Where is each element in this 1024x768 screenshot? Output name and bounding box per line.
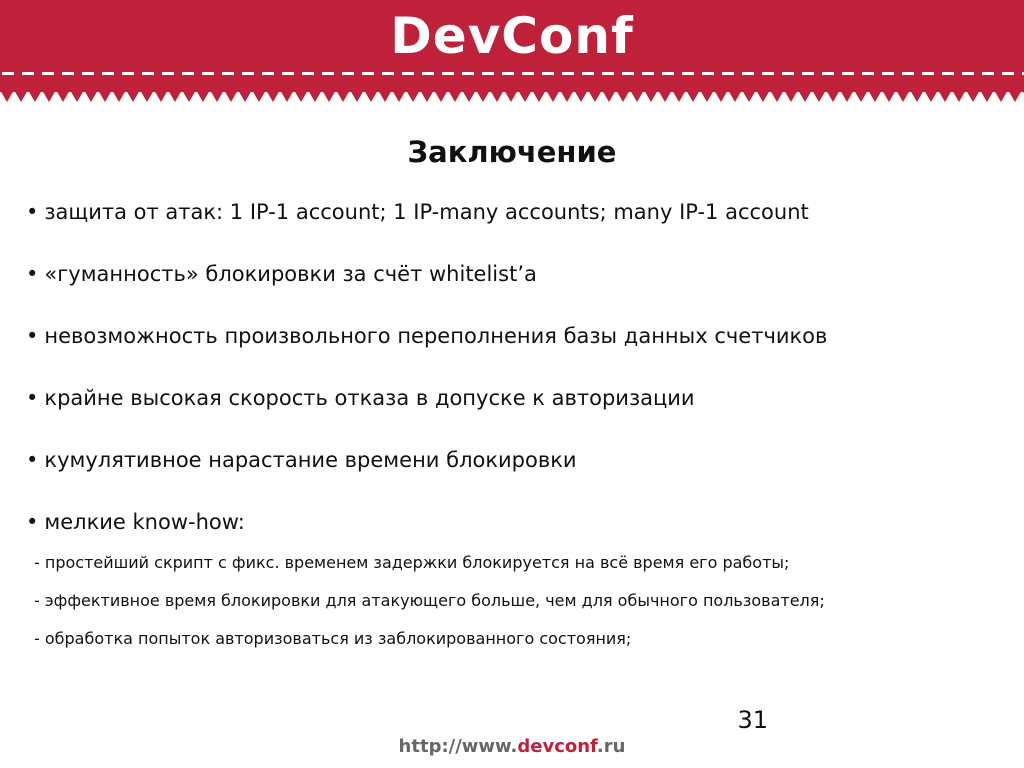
banner-dash [802,72,814,75]
banner-dash [982,72,994,75]
banner-dash [122,72,134,75]
banner-dash [322,72,334,75]
banner-dash [642,72,654,75]
bullet-dot: • [26,448,39,472]
bullet-text: «гуманность» блокировки за счёт whitelist’а [44,262,537,286]
banner-dash [842,72,854,75]
bullet-dot: • [26,324,39,348]
banner-dash [22,72,34,75]
bullet-text: невозможность произвольного переполнения базы данных счетчиков [44,324,828,348]
banner-dash [822,72,834,75]
bullet-list [26,192,1006,564]
banner-dash [582,72,594,75]
sub-item: - эффективное время блокировки для атакующего больше, чем для обычного пользователя; [34,591,825,610]
banner-dash [602,72,614,75]
banner-dash [742,72,754,75]
bullet-text: мелкие know-how: [44,510,245,534]
bullet-dot: • [26,200,39,224]
banner-dash [402,72,414,75]
banner-dash [182,72,194,75]
banner-dash [542,72,554,75]
bullet-dot: • [26,262,39,286]
bullet-item [26,192,1006,232]
bullet-item [26,378,1006,418]
banner-zigzag-edge [0,88,1024,102]
banner-dash [922,72,934,75]
banner-dash [262,72,274,75]
sub-item: - простейший скрипт с фикс. временем задержки блокируется на всё время его работы; [34,553,790,572]
banner-dash [522,72,534,75]
bullet-text: защита от атак: 1 IP-1 account; 1 IP-many accounts; many IP-1 account [44,200,809,224]
banner-dash [62,72,74,75]
banner-dash [142,72,154,75]
banner-dash [302,72,314,75]
banner-dash [342,72,354,75]
banner-dash [222,72,234,75]
sub-item: - обработка попыток авторизоваться из заблокированного состояния; [34,629,632,648]
slide-title: Заключение [407,135,617,169]
banner-dash [882,72,894,75]
footer-url-suffix: .ru [596,736,626,757]
banner-dash [482,72,494,75]
banner-dash [942,72,954,75]
banner-dash [462,72,474,75]
sub-item-list [34,550,994,664]
banner-dash [762,72,774,75]
banner-dash [82,72,94,75]
banner-dash [2,72,14,75]
banner-dash [422,72,434,75]
footer-url-prefix: http://www. [398,736,518,757]
banner-dash [962,72,974,75]
bullet-item [26,254,1006,294]
devconf-logo: DevConf [390,7,634,65]
banner-dash [662,72,674,75]
page-number: 31 [737,706,768,734]
banner-dash [242,72,254,75]
banner-dash [782,72,794,75]
banner-dash [42,72,54,75]
footer-url[interactable] [0,734,1024,760]
banner-dash [202,72,214,75]
banner-dash [722,72,734,75]
banner-dash [702,72,714,75]
bullet-item [26,316,1006,356]
bullet-item [26,440,1006,480]
bullet-item [26,502,1006,542]
bullet-dot: • [26,510,39,534]
bullet-text: кумулятивное нарастание времени блокировки [44,448,577,472]
banner-dash [562,72,574,75]
banner-dash [902,72,914,75]
footer-url-brand: devconf [517,736,597,757]
banner-dash [442,72,454,75]
banner-dash [682,72,694,75]
banner-dash [862,72,874,75]
bullet-dot: • [26,386,39,410]
banner-dash [622,72,634,75]
banner-dash [1002,72,1014,75]
bullet-text: крайне высокая скорость отказа в допуске к авторизации [44,386,695,410]
banner-dash [282,72,294,75]
banner-dash [162,72,174,75]
banner-dash [102,72,114,75]
banner-dash [382,72,394,75]
banner-dash [502,72,514,75]
banner-dash [362,72,374,75]
